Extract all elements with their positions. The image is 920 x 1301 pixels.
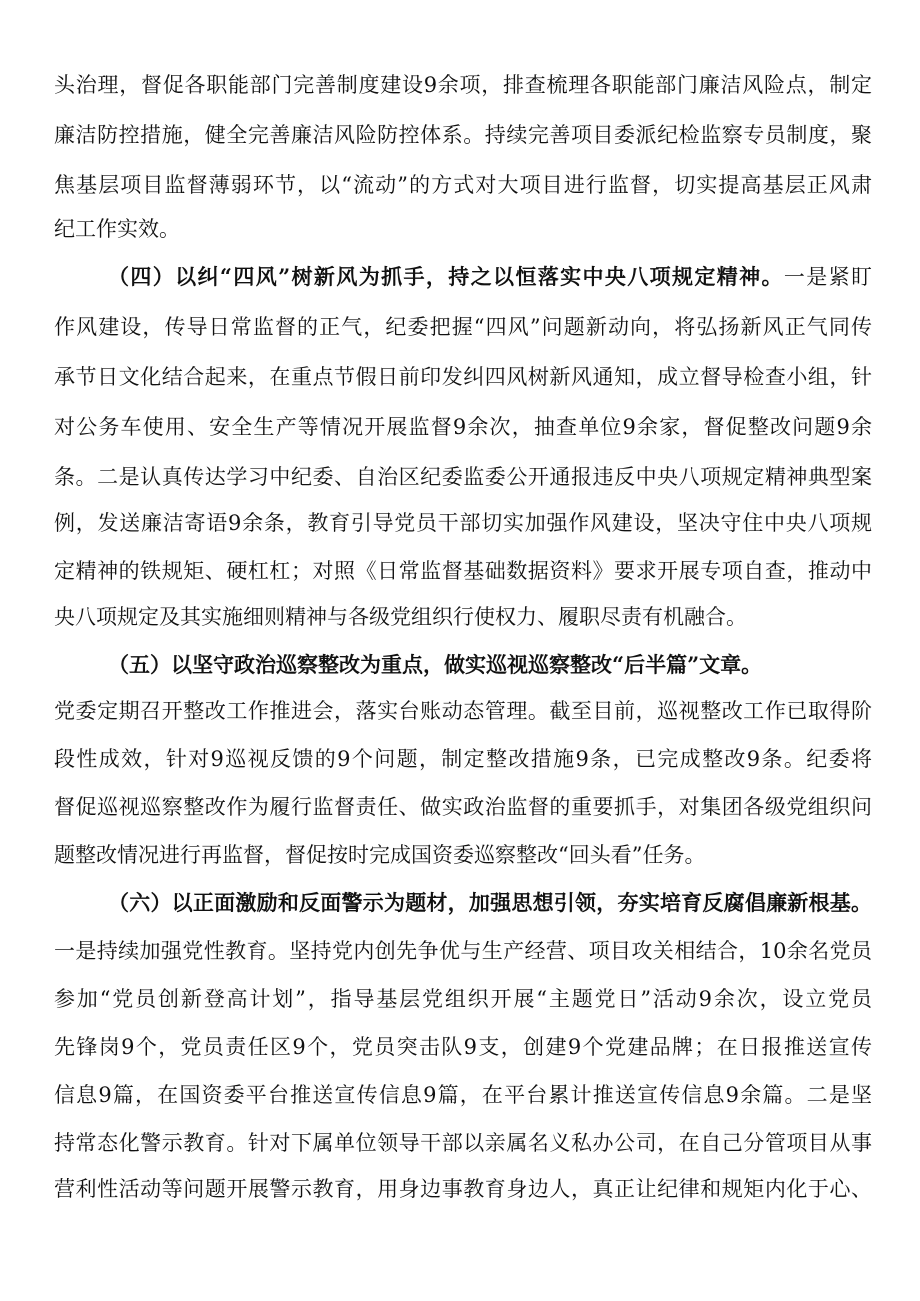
text-line bbox=[54, 600, 872, 634]
line-segment: 廉洁防控措施，健全完善廉洁风险防控体系。持续完善项目委派纪检监察专员制度，聚 bbox=[54, 123, 872, 147]
line-segment: 营利性活动等问题开展警示教育，用身边事教育身边人，真正让纪律和规矩内化于心、 bbox=[54, 1177, 872, 1201]
section-heading-5 bbox=[108, 648, 872, 682]
line-segment: 参加“党员创新登高计划”，指导基层党组织开展“主题党日”活动9余次，设立党员 bbox=[54, 987, 872, 1011]
text-line bbox=[54, 1172, 872, 1206]
line-segment: 例，发送廉洁寄语9余条，教育引导党员干部切实加强作风建设，坚决守住中央八项规 bbox=[54, 511, 872, 535]
text-line bbox=[54, 982, 872, 1016]
text-line bbox=[54, 742, 872, 776]
line-segment: 头治理，督促各职能部门完善制度建设9余项，排查梳理各职能部门廉洁风险点，制定 bbox=[54, 73, 872, 97]
text-line bbox=[54, 1078, 872, 1112]
heading-text: （六）以正面激励和反面警示为题材，加强思想引领，夯实培育反腐倡廉新根基。 bbox=[108, 890, 872, 915]
line-segment: 先锋岗9个，党员责任区9个，党员突击队9支，创建9个党建品牌；在日报推送宣传 bbox=[54, 1035, 872, 1059]
text-line bbox=[54, 360, 872, 394]
line-segment: 对公务车使用、安全生产等情况开展监督9余次，抽查单位9余家，督促整改问题9余 bbox=[54, 415, 872, 439]
text-line bbox=[54, 168, 872, 202]
line-segment: 一是持续加强党性教育。坚持党内创先争优与生产经营、项目攻关相结合，10余名党员 bbox=[54, 939, 872, 963]
text-line bbox=[54, 694, 872, 728]
line-segment: 信息9篇，在国资委平台推送宣传信息9篇，在平台累计推送宣传信息9余篇。二是坚 bbox=[54, 1083, 872, 1107]
line-segment: 定精神的铁规矩、硬杠杠；对照《日常监督基础数据资料》要求开展专项自查，推动中 bbox=[54, 559, 872, 583]
line-segment: 段性成效，针对9巡视反馈的9个问题，制定整改措施9条，已完成整改9条。纪委将 bbox=[54, 747, 872, 771]
text-line bbox=[54, 790, 872, 824]
line-segment: 作风建设，传导日常监督的正气，纪委把握“四风”问题新动向，将弘扬新风正气同传 bbox=[54, 315, 872, 339]
text-line bbox=[54, 410, 872, 444]
line-segment: 纪工作实效。 bbox=[54, 217, 180, 241]
section-heading-6 bbox=[108, 886, 872, 920]
heading-text: （五）以坚守政治巡察整改为重点，做实巡视巡察整改“后半篇”文章。 bbox=[108, 652, 763, 677]
line-segment: 一是紧盯 bbox=[783, 265, 872, 289]
line-segment: 持常态化警示教育。针对下属单位领导干部以亲属名义私办公司，在自己分管项目从事 bbox=[54, 1131, 872, 1155]
text-line bbox=[54, 68, 872, 102]
line-segment: 承节日文化结合起来，在重点节假日前印发纠四风树新风通知，成立督导检查小组，针 bbox=[54, 365, 872, 389]
line-segment: 督促巡视巡察整改作为履行监督责任、做实政治监督的重要抓手，对集团各级党组织问 bbox=[54, 795, 872, 819]
heading-text: （四）以纠“四风”树新风为抓手，持之以恒落实中央八项规定精神。 bbox=[108, 264, 784, 289]
text-line bbox=[54, 1030, 872, 1064]
text-line bbox=[54, 554, 872, 588]
text-line bbox=[54, 1126, 872, 1160]
line-segment: 题整改情况进行再监督，督促按时完成国资委巡察整改“回头看”任务。 bbox=[54, 843, 706, 867]
line-segment: 党委定期召开整改工作推进会，落实台账动态管理。截至目前，巡视整改工作已取得阶 bbox=[54, 699, 872, 723]
text-line bbox=[54, 118, 872, 152]
text-line bbox=[54, 838, 872, 872]
text-line bbox=[54, 460, 872, 494]
line-segment: 央八项规定及其实施细则精神与各级党组织行使权力、履职尽责有机融合。 bbox=[54, 605, 747, 629]
text-line bbox=[54, 212, 872, 246]
text-line bbox=[54, 934, 872, 968]
text-line bbox=[54, 506, 872, 540]
line-segment: 条。二是认真传达学习中纪委、自治区纪委监委公开通报违反中央八项规定精神典型案 bbox=[54, 465, 872, 489]
line-segment: 焦基层项目监督薄弱环节，以“流动”的方式对大项目进行监督，切实提高基层正风肃 bbox=[54, 173, 872, 197]
section-heading-4 bbox=[108, 260, 872, 294]
text-line bbox=[54, 310, 872, 344]
